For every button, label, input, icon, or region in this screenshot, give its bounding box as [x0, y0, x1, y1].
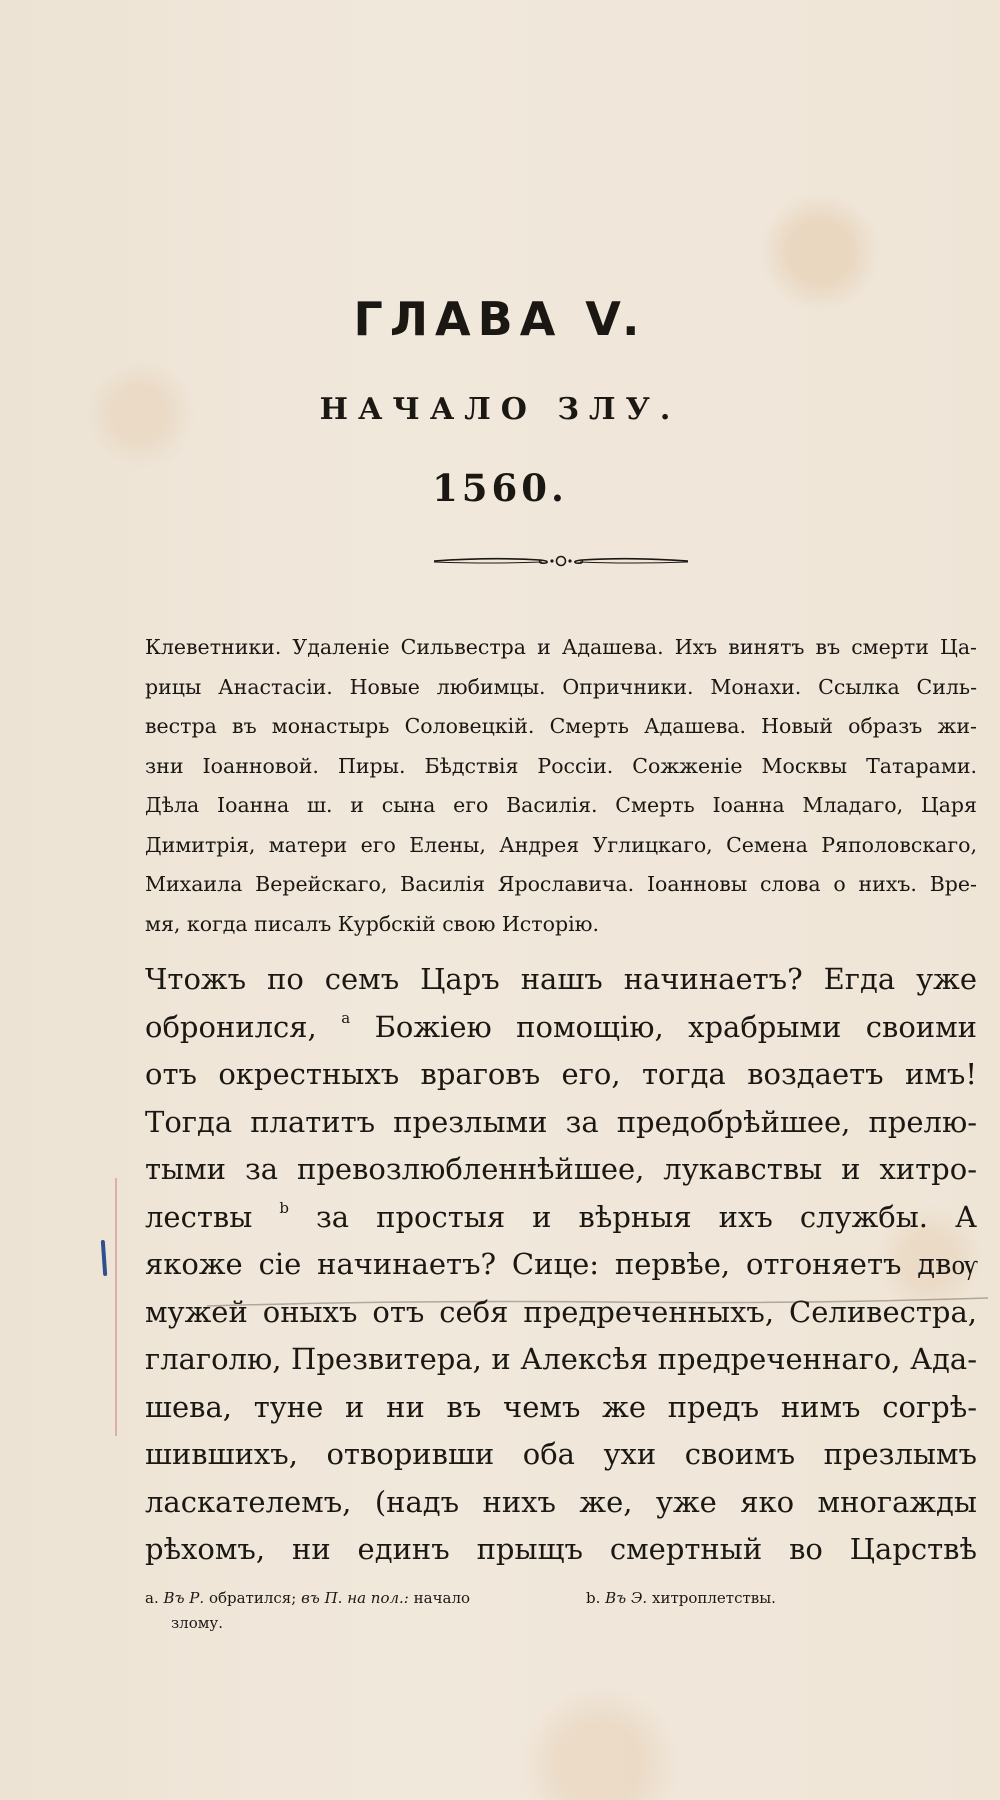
footnote-b	[586, 1586, 846, 1611]
summary-line: Клеветники. Удаленіе Сильвестра и Адашева. Ихъ винятъ въ смерти Ца-	[145, 635, 977, 659]
footnote-a-marker: a.	[145, 1589, 159, 1607]
summary-line: Димитрія, матери его Елены, Андрея Углицкаго, Семена Ряполовскаго,	[145, 832, 977, 857]
footnote-a-continuation: злому.	[171, 1614, 224, 1632]
ornamental-rule	[432, 551, 690, 571]
text-line	[145, 1194, 977, 1242]
text-line: глаголю, Презвитера, и Алексѣя предреченнаго, Ада-	[145, 1342, 977, 1376]
footnote-a-source-1: Въ Р.	[163, 1589, 205, 1607]
summary-line: рицы Анастасіи. Новые любимцы. Опричники. Монахи. Ссылка Силь-	[145, 674, 977, 699]
summary-line: Дѣла Іоанна ш. и сына его Василія. Смерть Іоанна Младаго, Царя	[145, 793, 977, 817]
footnote-b-source: Въ Э.	[605, 1589, 648, 1607]
text-line: Чтожъ по семъ Царъ нашъ начинаетъ? Егда уже	[145, 962, 977, 996]
text-line: отъ окрестныхъ враговъ его, тогда воздаетъ имъ!	[145, 1057, 977, 1091]
text-segment: Божіею помощію, храбрыми своими	[374, 1009, 977, 1044]
summary-line: мя, когда писалъ Курбскій свою Исторію.	[145, 911, 600, 936]
footnote-a	[145, 1586, 555, 1636]
text-line: рѣхомъ, ни единъ прыщъ смертный во Царствѣ	[145, 1532, 977, 1566]
footnote-b-text: хитроплетствы.	[651, 1589, 776, 1607]
text-line: якоже сіе начинаетъ? Сице: первѣе, отгоняетъ двѹ	[145, 1247, 977, 1281]
chapter-year: 1560.	[432, 466, 568, 510]
chapter-title: ГЛАВА V.	[353, 292, 647, 346]
text-line: тыми за превозлюбленнѣйшее, лукавствы и хитро-	[145, 1152, 977, 1186]
text-line: шившихъ, отворивши оба ухи своимъ презлымъ	[145, 1437, 977, 1471]
text-line	[145, 1004, 977, 1052]
margin-pencil-rule	[115, 1178, 117, 1436]
summary-line: вестра въ монастырь Соловецкій. Смерть Адашева. Новый образъ жи-	[145, 714, 977, 738]
text-line: мужей оныхъ отъ себя предреченныхъ, Селивестра,	[145, 1294, 977, 1329]
footnote-marker-a: a	[341, 1008, 351, 1027]
chapter-summary	[145, 628, 977, 944]
footnote-a-text-1: обратился;	[208, 1589, 297, 1607]
summary-line: зни Іоанновой. Пиры. Бѣдствія Россіи. Сожженіе Москвы Татарами.	[145, 753, 977, 778]
footnote-a-text-2: начало	[413, 1589, 471, 1607]
footnote-marker-b: b	[279, 1198, 289, 1217]
text-line: Тогда платитъ презлыми за предобрѣйшее, прелю-	[145, 1104, 977, 1139]
chapter-subtitle: НАЧАЛО ЗЛУ.	[319, 392, 681, 427]
summary-line: Михаила Верейскаго, Василія Ярославича. Іоанновы слова о нихъ. Вре-	[145, 872, 977, 896]
text-segment: обронился,	[145, 1009, 317, 1044]
margin-ink-mark	[101, 1240, 108, 1276]
text-segment: лествы	[145, 1199, 253, 1234]
footnote-a-source-2: въ П. на пол.:	[301, 1589, 409, 1607]
text-line: ласкателемъ, (надъ нихъ же, уже яко многажды	[145, 1484, 977, 1519]
pencil-underline	[205, 1280, 990, 1310]
main-text	[145, 956, 977, 1574]
text-segment: за простыя и вѣрныя ихъ службы. А	[315, 1199, 978, 1234]
text-line: шева, туне и ни въ чемъ же предъ нимъ согрѣ-	[145, 1389, 977, 1424]
footnote-b-marker: b.	[586, 1589, 601, 1607]
